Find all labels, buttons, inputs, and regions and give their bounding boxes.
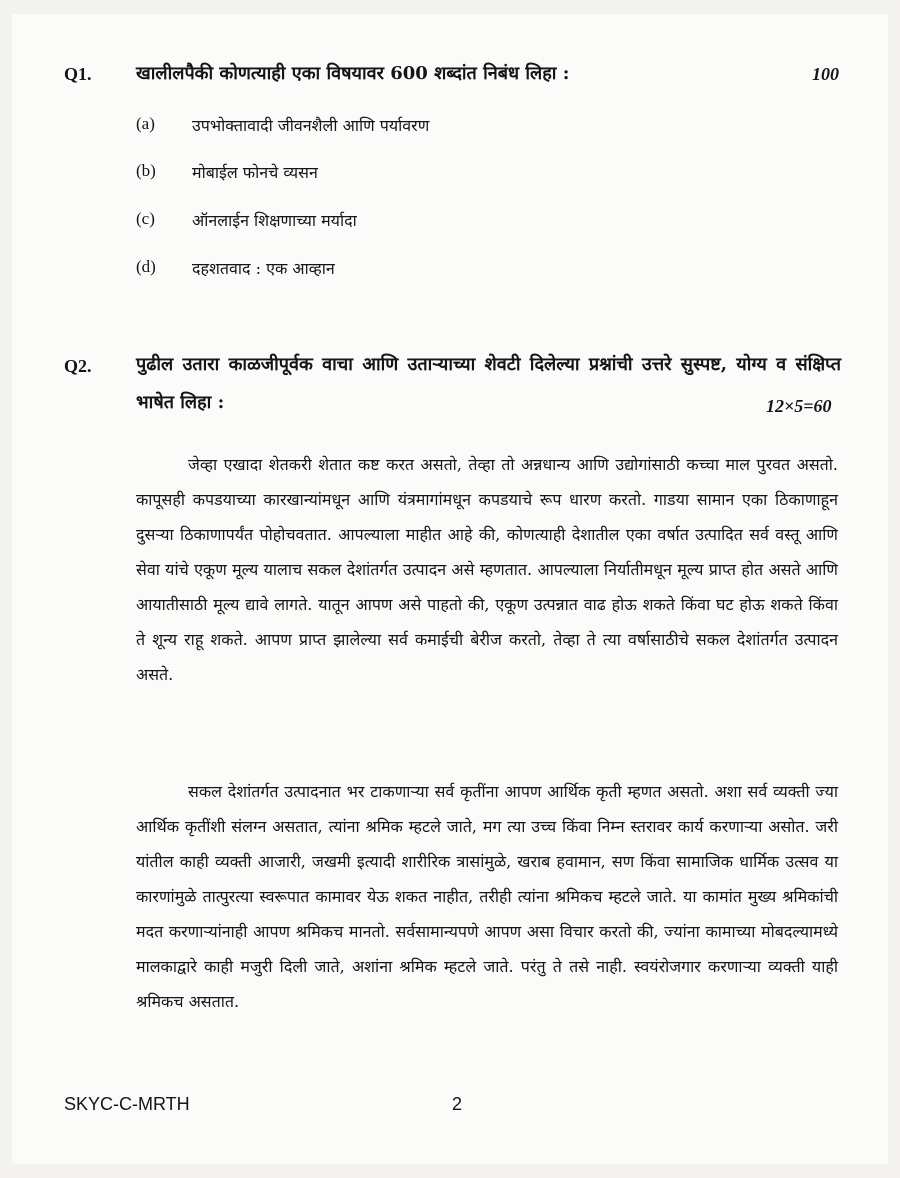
passage-paragraph-1: जेव्हा एखादा शेतकरी शेतात कष्ट करत असतो, तेव्हा तो अन्नधान्य आणि उद्योगांसाठी कच्चा माल पुरवत असतो. कापूसही कपडयाच्या कारखान्यांमधून आणि यंत्रमागांमधून कपडयाचे रूप धारण करतो. गाडया सामान एका ठिकाणाहून दुसऱ्या ठिकाणापर्यंत पोहोचवतात. आपल्याला माहीत आहे की, कोणत्याही देशातील एका वर्षात उत्पादित सर्व वस्तू आणि सेवा यांचे एकूण मूल्य यालाच सकल देशांतर्गत उत्पादन असे म्हणतात. आपल्याला निर्यातीमधून मूल्य प्राप्त होत असते आणि आयातीसाठी मूल्य द्यावे लागते. यातून आपण असे पाहतो की, एकूण उत्पन्नात वाढ होऊ शकते किंवा घट होऊ शकते किंवा ते शून्य राहू शकते. आपण प्राप्त झालेल्या सर्व कमाईची बेरीज करतो, तेव्हा ते त्या वर्षासाठीचे सकल देशांतर्गत उत्पादन असते.	[136, 455, 838, 684]
option-text: उपभोक्तावादी जीवनशैली आणि पर्यावरण	[192, 116, 430, 135]
option-label: (d)	[136, 257, 156, 276]
option-text: दहशतवाद : एक आव्हान	[192, 259, 335, 278]
q2-question-text: पुढील उतारा काळजीपूर्वक वाचा आणि उताऱ्याच्या शेवटी दिलेल्या प्रश्नांची उत्तरे सुस्पष्ट, योग्य व संक्षिप्त भाषेत लिहा :	[136, 354, 841, 413]
q1-question-text: खालीलपैकी कोणत्याही एका विषयावर 600 शब्दांत निबंध लिहा :	[136, 63, 570, 84]
q1-marks: 100	[812, 64, 839, 84]
option-label: (b)	[136, 161, 156, 180]
option-text: ऑनलाईन शिक्षणाच्या मर्यादा	[192, 211, 357, 230]
page-number: 2	[452, 1094, 463, 1114]
paper-code: SKYC-C-MRTH	[64, 1094, 190, 1114]
option-label: (a)	[136, 114, 155, 133]
option-text: मोबाईल फोनचे व्यसन	[192, 163, 318, 182]
q2-number: Q2.	[64, 356, 92, 376]
option-label: (c)	[136, 209, 155, 228]
passage-paragraph-2: सकल देशांतर्गत उत्पादनात भर टाकणाऱ्या सर्व कृतींना आपण आर्थिक कृती म्हणत असतो. अशा सर्व व्यक्ती ज्या आर्थिक कृतींशी संलग्न असतात, त्यांना श्रमिक म्हटले जाते, मग त्या उच्च किंवा निम्न स्तरावर कार्य करणाऱ्या असोत. जरी यांतील काही व्यक्ती आजारी, जखमी इत्यादी शारीरिक त्रासांमुळे, खराब हवामान, सण किंवा सामाजिक धार्मिक उत्सव या कारणांमुळे तात्पुरत्या स्वरूपात कामावर येऊ शकत नाहीत, तरीही त्यांना श्रमिकच म्हटले जाते. या कामांत मुख्य श्रमिकांची मदत करणाऱ्यांनाही आपण श्रमिकच मानतो. सर्वसामान्यपणे आपण असा विचार करतो की, ज्यांना कामाच्या मोबदल्यामध्ये मालकाद्वारे काही मजुरी दिली जाते, अशांना श्रमिक म्हटले जाते. परंतु ते तसे नाही. स्वयंरोजगार करणाऱ्या व्यक्ती याही श्रमिकच असतात.	[136, 782, 838, 1011]
q1-number: Q1.	[64, 64, 92, 84]
q2-marks: 12×5=60	[766, 396, 832, 416]
